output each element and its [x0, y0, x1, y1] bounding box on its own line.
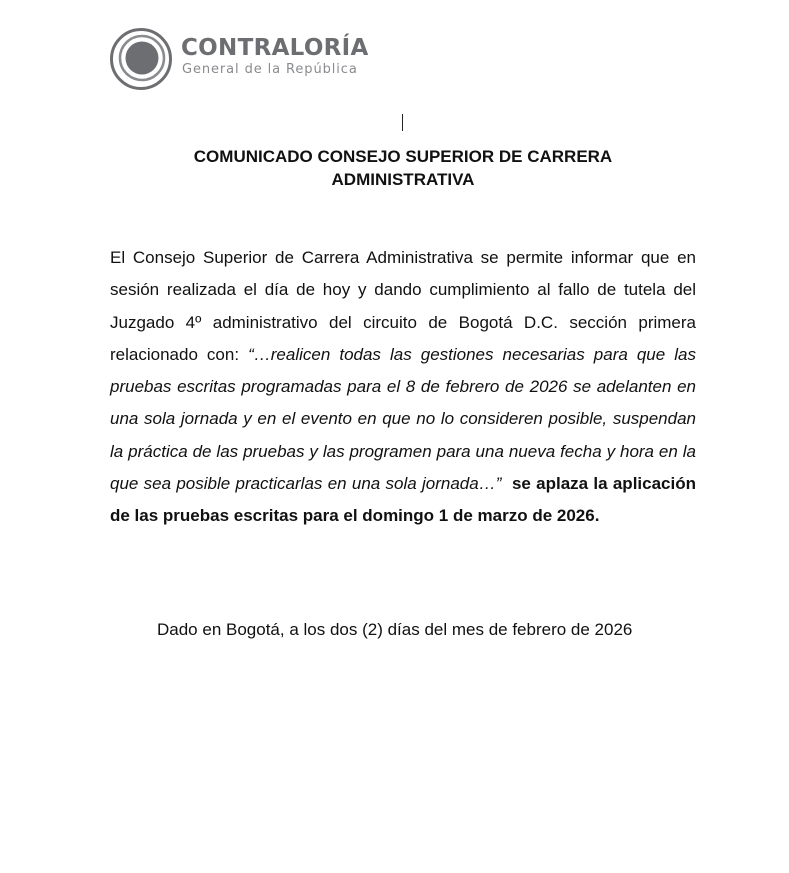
text-cursor — [402, 114, 403, 131]
body-intro: El Consejo Superior de Carrera Administrativa se permite informar que en sesión realizada el día de hoy y dando cumplimiento al fallo de tutela del Juzgado 4º administrativo del circuito de Bogotá D.C. sección primera relacionado con: — [110, 248, 696, 364]
contraloria-logo — [109, 27, 399, 91]
org-subtitle: General de la República — [182, 62, 358, 77]
body-quote: “…realicen todas las gestiones necesarias para que las pruebas escritas programadas para el 8 de febrero de 2026 se adelanten en una sola jornada y en el evento en que no lo consideren posible, suspendan la práctica de las pruebas y las programen para una nueva fecha y hora en la que sea posible practicarlas en una sola jornada…” — [110, 344, 696, 494]
org-name: CONTRALORÍA — [181, 35, 369, 61]
document-body — [110, 242, 696, 533]
body-spacer — [501, 474, 512, 493]
contraloria-emblem-icon — [109, 27, 173, 91]
document-footer: Dado en Bogotá, a los dos (2) días del mes de febrero de 2026 — [157, 620, 633, 639]
document-title-line-1: COMUNICADO CONSEJO SUPERIOR DE CARRERA — [193, 147, 613, 166]
body-decision: se aplaza la aplicación de las pruebas escritas para el domingo 1 de marzo de 2026. — [110, 474, 696, 526]
document-title-line-2: ADMINISTRATIVA — [331, 170, 475, 189]
document-title — [110, 145, 696, 191]
